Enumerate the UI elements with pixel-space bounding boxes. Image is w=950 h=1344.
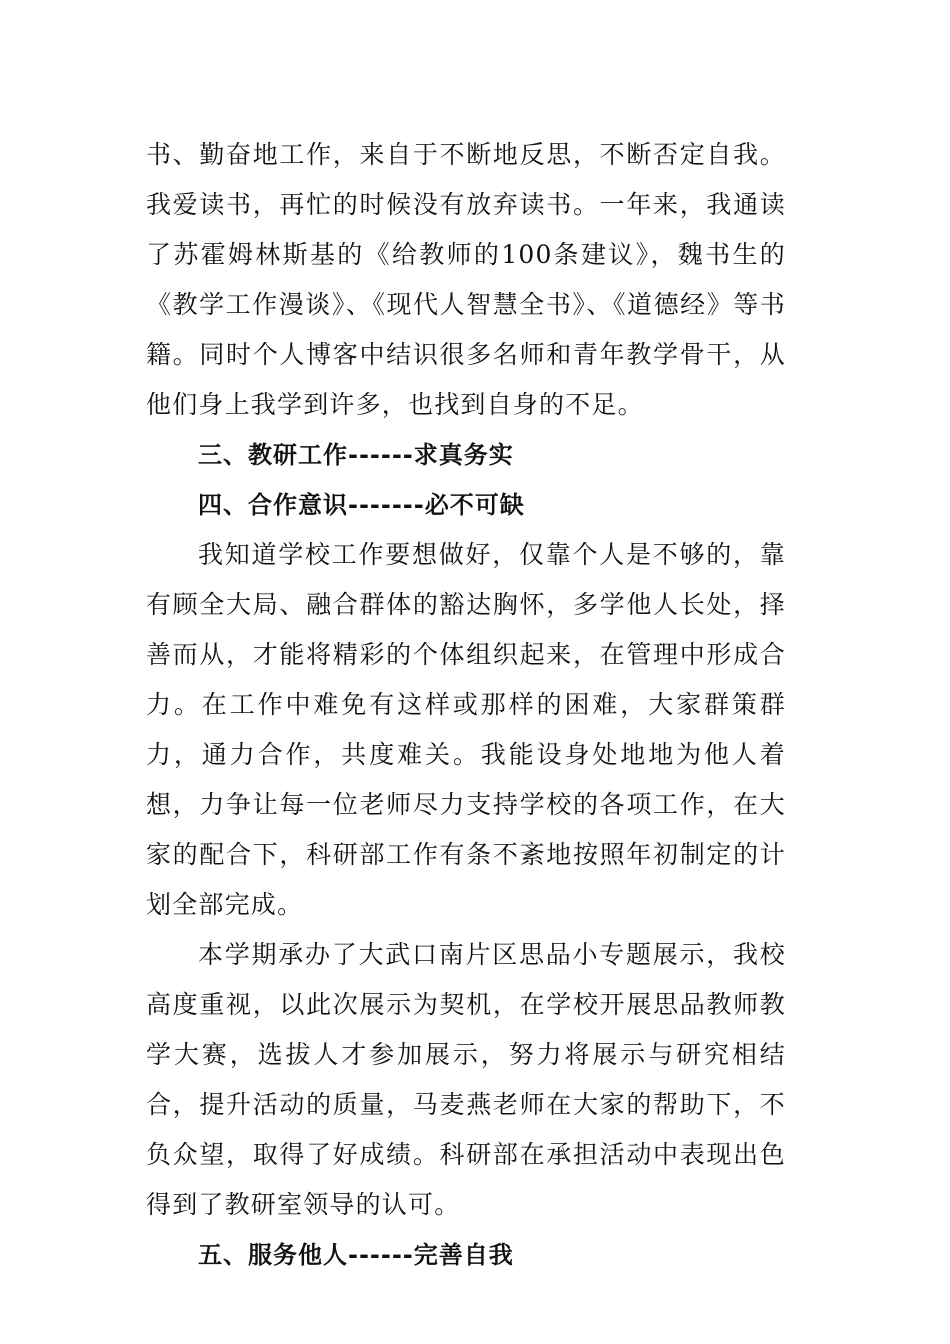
paragraph-event: 本学期承办了大武口南片区思品小专题展示，我校高度重视，以此次展示为契机，在学校开展思品教师教学大赛，选拔人才参加展示，努力将展示与研究相结合，提升活动的质量，马麦燕老师在大家的帮助下，不负众望，取得了好成绩。科研部在承担活动中表现出色得到了教研室领导的认可。	[146, 940, 786, 1219]
section-heading-cooperation: 四、合作意识-------必不可缺	[198, 491, 525, 519]
section-heading-teaching-research: 三、教研工作------求真务实	[198, 441, 514, 469]
document-body	[146, 130, 786, 1280]
paragraph-cooperation: 我知道学校工作要想做好，仅靠个人是不够的，靠有顾全大局、融合群体的豁达胸怀，多学他人长处，择善而从，才能将精彩的个体组织起来，在管理中形成合力。在工作中难免有这样或那样的困难，大家群策群力，通力合作，共度难关。我能设身处地地为他人着想，力争让每一位老师尽力支持学校的各项工作，在大家的配合下，科研部工作有条不紊地按照年初制定的计划全部完成。	[146, 540, 786, 919]
paragraph-reading: 书、勤奋地工作，来自于不断地反思，不断否定自我。我爱读书，再忙的时候没有放弃读书。一年来，我通读了苏霍姆林斯基的《给教师的100条建议》，魏书生的《教学工作漫谈》、《现代人智慧全书》、《道德经》等书籍。同时个人博客中结识很多名师和青年教学骨干，从他们身上我学到许多，也找到自身的不足。	[146, 140, 786, 419]
section-heading-service: 五、服务他人------完善自我	[198, 1241, 514, 1269]
